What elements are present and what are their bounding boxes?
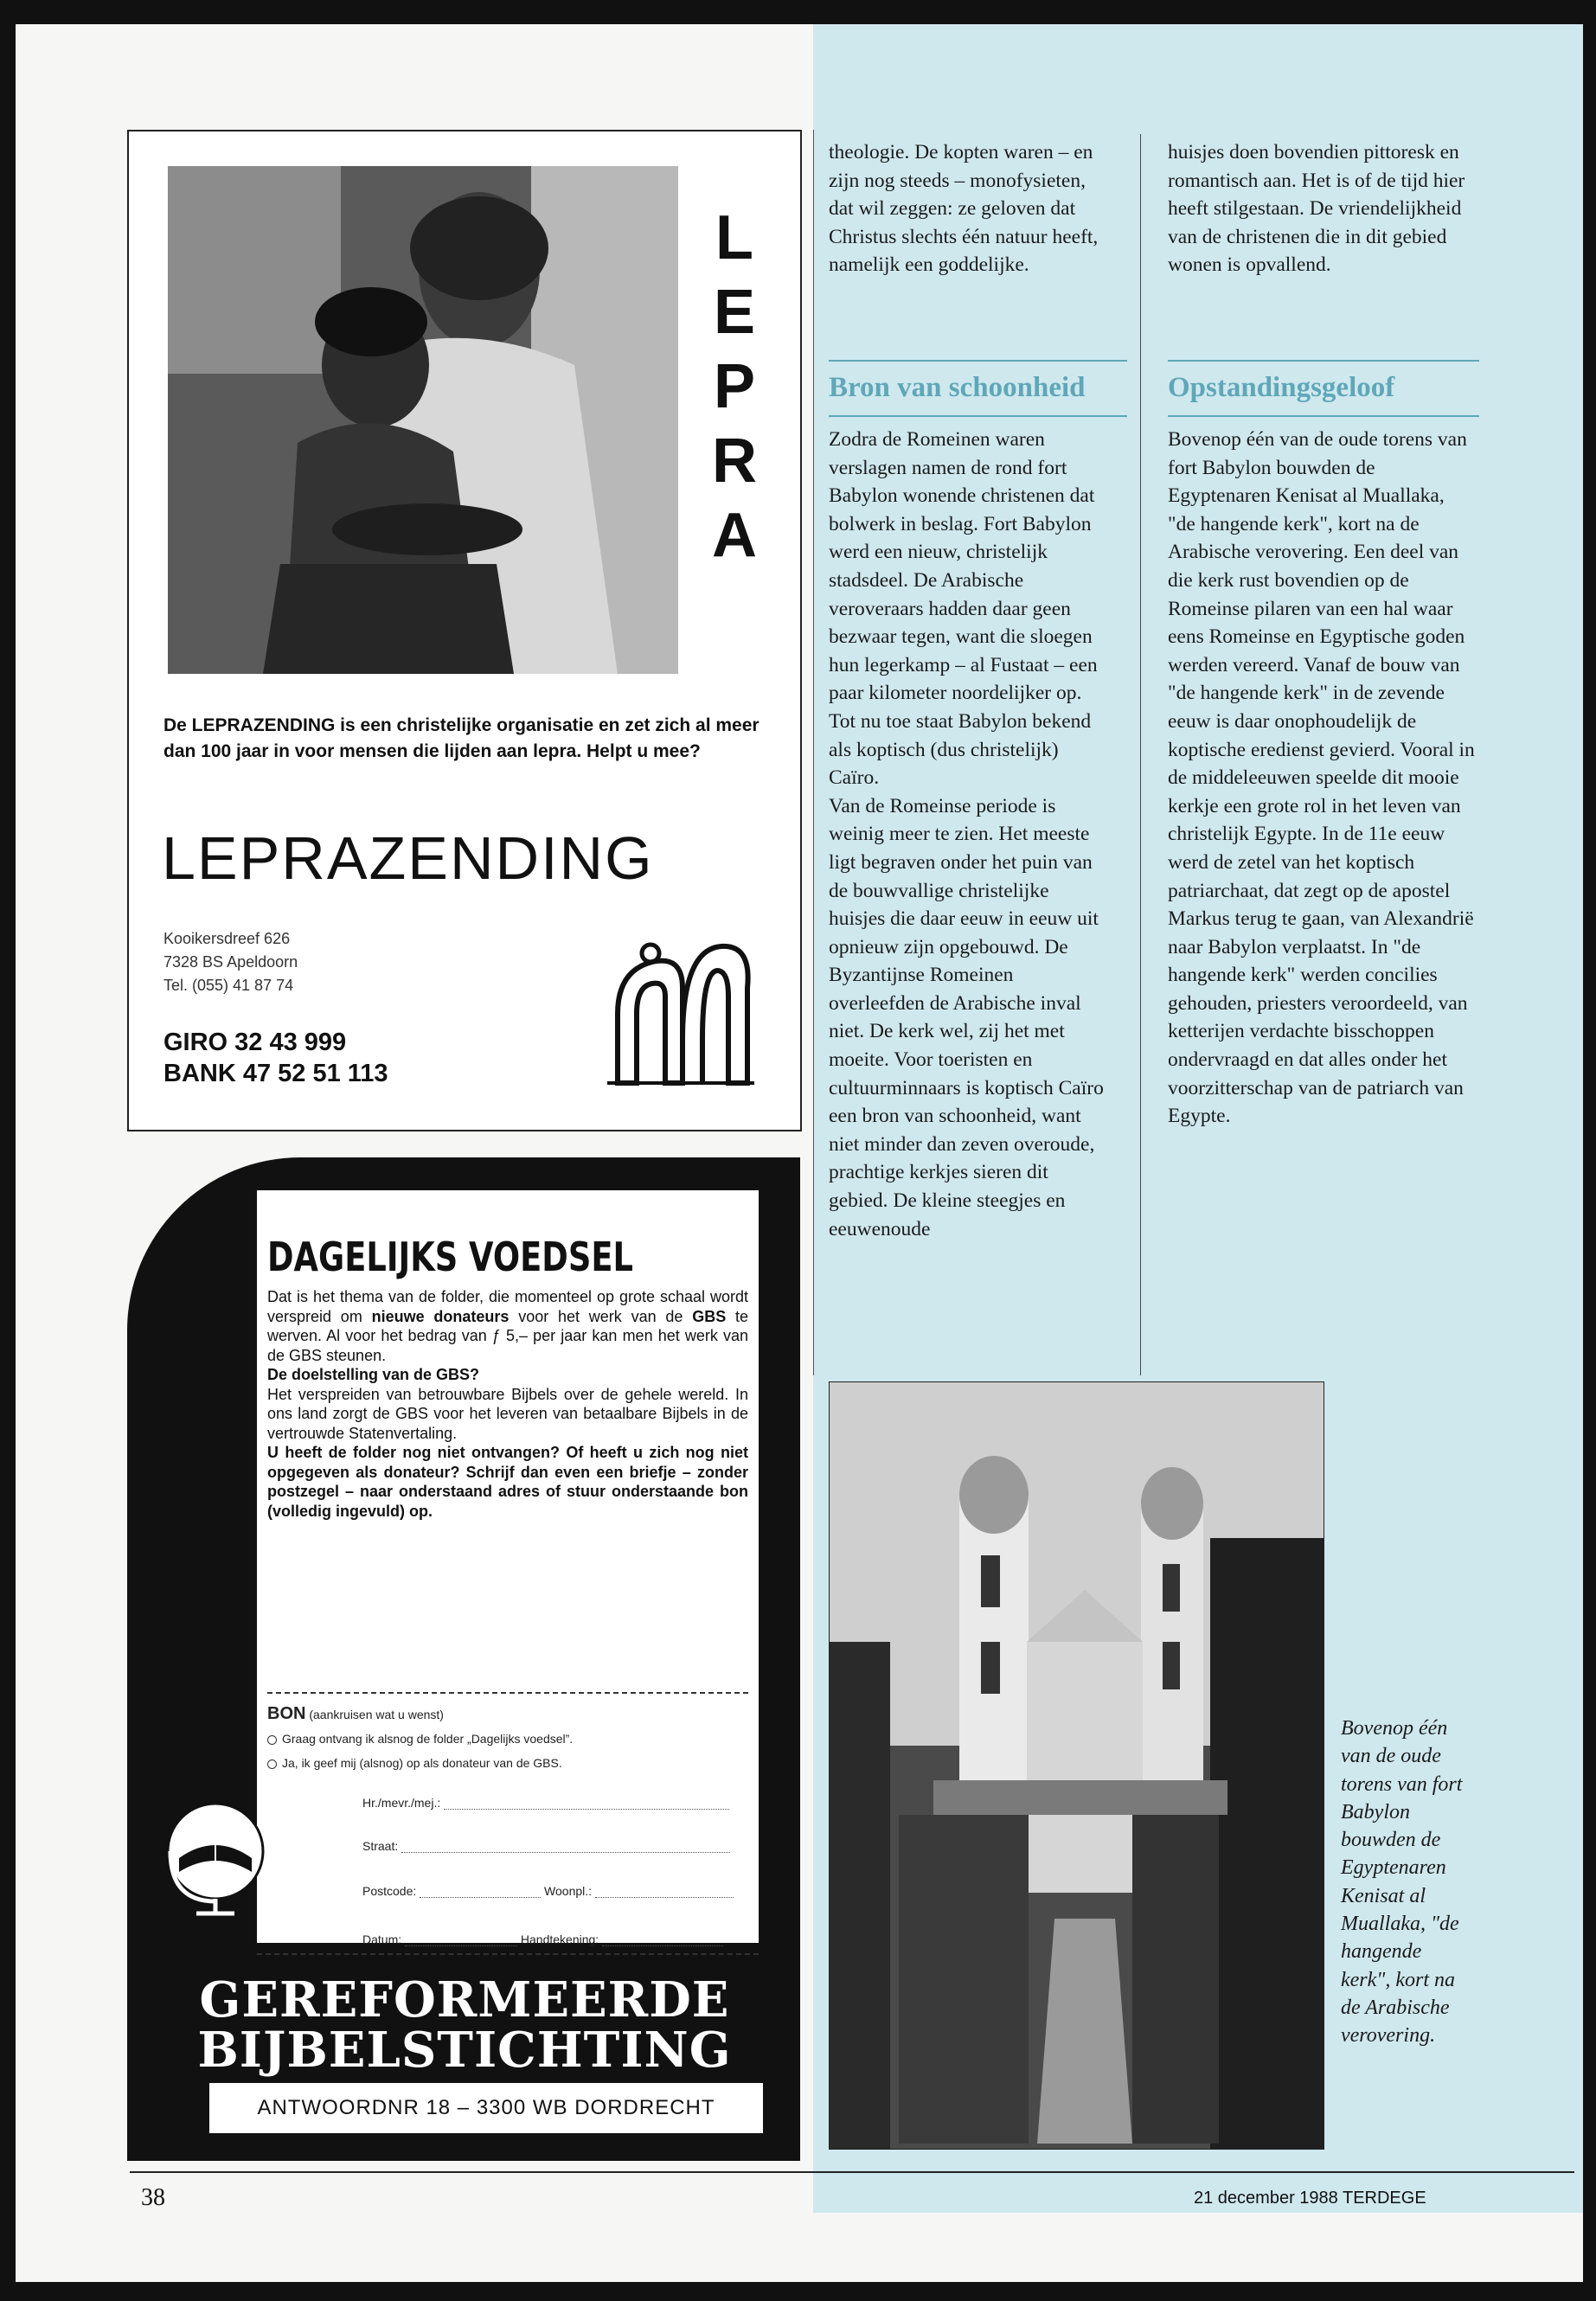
photo-illustration [168, 166, 678, 674]
woman-with-child-photo [168, 166, 678, 674]
letter-p: P [713, 352, 756, 421]
checkbox-circle[interactable] [267, 1759, 277, 1769]
lepra-intro-text: De LEPRAZENDING is een christelijke organisatie en zet zich al meer dan 100 jaar in voor mensen die lijden aan lepra. Helpt u mee? [163, 715, 760, 761]
org-name-line: BIJBELSTICHTING [197, 2022, 732, 2079]
heading-rule [829, 360, 1127, 362]
org-name-line: GEREFORMEERDE [199, 1971, 730, 2029]
field-label: Datum: [362, 1932, 402, 1946]
body-text: te werven. Al voor het bedrag van ƒ 5,– per jaar kan men het werk van de GBS steunen. [267, 1307, 749, 1364]
gbs-advertisement [127, 1157, 800, 2161]
body-text: Het verspreiden van betrouwbare Bijbels over de gehele wereld. In ons land zorgt de GBS voor het leveren van betaalbare Bijbels in de vertrouwde Statenvertaling. [267, 1385, 748, 1442]
church-illustration [830, 1382, 1324, 2150]
scan-border-bottom [0, 2282, 1596, 2301]
letter-l: L [715, 203, 753, 272]
issue-date-footer: 21 december 1988 TERDEGE [1194, 2189, 1426, 2208]
heading-rule [829, 415, 1127, 417]
name-field[interactable] [362, 1796, 729, 1810]
gbs-title: DAGELIJKS VOEDSEL [267, 1234, 633, 1280]
lepra-bank-details [163, 1027, 510, 1089]
coupon-cut-line [267, 1692, 748, 1694]
lepra-organisation-name: LEPRAZENDING [162, 824, 654, 892]
hanging-church-photo [829, 1381, 1324, 2150]
option-label: Graag ontvang ik alsnog de folder „Dagelijks voedsel”. [282, 1732, 574, 1746]
article-col2-top: huisjes doen bovendien pittoresk en romantisch aan. Het is of de tijd hier heeft stilgestaan. De vriendelijkheid van de christenen die in dit gebied wonen is opvallend. [1168, 141, 1465, 277]
scan-border-right [1583, 0, 1596, 2301]
address-line: Kooikersdreef 626 [163, 930, 291, 947]
reply-coupon [267, 1692, 748, 1946]
paragraph: Zodra de Romeinen waren verslagen namen de rond fort Babylon wonende christenen dat bolwerk in beslag. Fort Babylon werd een nieuw, christelijk stadsdeel. De Arabische veroveraars hadden daar geen bezwaar tegen, want die sloegen hun legerkamp – al Fustaat – een paar kilometer noordelijker op. Tot nu toe staat Babylon bekend als koptisch (dus christelijk) Caïro. [829, 428, 1098, 790]
street-field[interactable] [362, 1839, 730, 1853]
question-heading: De doelstelling van de GBS? [267, 1366, 480, 1383]
checkbox-circle[interactable] [267, 1735, 277, 1745]
giro-number: GIRO 32 43 999 [163, 1029, 347, 1056]
option-donateur[interactable] [267, 1756, 562, 1770]
page-number: 38 [141, 2184, 165, 2211]
article-col1-body [829, 426, 1104, 1243]
body-text: Dat is het thema van de folder, die momenteel op grote schaal wordt verspreid om [267, 1288, 748, 1325]
heading-bron-van-schoonheid: Bron van schoonheid [829, 372, 1086, 403]
bon-hint: (aankruisen wat u wenst) [309, 1708, 444, 1721]
paragraph: Van de Romeinse periode is weinig meer te zien. Het meeste ligt begraven onder het puin van de bouwvallige christelijke huisjes die daar eeuw in eeuw uit opnieuw zijn opgebouwd. De Byzantijnse Romeinen overleefden de Arabische inval niet. De kerk wel, zij het met moeite. Voor toeristen en cultuurminnaars is koptisch Caïro een bron van schoonheid, want niet minder dan zeven overoude, prachtige kerkjes sieren dit gebied. De kleine steegjes en eeuwenoude [829, 794, 1104, 1240]
gbs-organisation-name [162, 1971, 767, 2079]
city-input-line[interactable] [595, 1886, 734, 1898]
field-label: Hr./mevr./mej.: [362, 1796, 441, 1810]
globe-bible-icon [162, 1798, 274, 1919]
reply-address: ANTWOORDNR 18 – 3300 WB DORDRECHT [209, 2083, 763, 2133]
gbs-body-text [267, 1287, 748, 1521]
address-line: Tel. (055) 41 87 74 [163, 977, 294, 994]
heading-rule [1168, 360, 1479, 362]
field-label: Handtekening: [520, 1932, 599, 1946]
lepra-vertical-title [700, 201, 769, 573]
option-label: Ja, ik geef mij (alsnog) op als donateur van de GBS. [282, 1756, 562, 1770]
field-label: Postcode: [362, 1884, 417, 1898]
field-label: Woonpl.: [544, 1884, 593, 1898]
bon-label: BON [267, 1704, 306, 1723]
column-rule [813, 130, 814, 1375]
photo-caption: Bovenop één van de oude torens van fort Babylon bouwden de Egyptenaren Kenisat al Muallaka, "de hangende kerk", kort na de Arabische verovering. [1341, 1717, 1463, 2048]
scan-border-left [0, 0, 16, 2301]
date-field[interactable] [362, 1932, 723, 1946]
body-text: voor het werk van de [509, 1307, 693, 1325]
date-input-line[interactable] [405, 1934, 517, 1946]
field-label: Straat: [362, 1839, 399, 1853]
footer-rule [130, 2171, 1574, 2173]
letter-r: R [712, 426, 757, 496]
body-bold: GBS [692, 1307, 727, 1325]
signature-input-line[interactable] [602, 1934, 723, 1946]
article-col1-top: theologie. De kopten waren – en zijn nog steeds – monofysieten, dat wil zeggen: ze geloven dat Christus slechts één natuur heeft, namelijk een goddelijke. [829, 141, 1099, 277]
call-to-action: U heeft de folder nog niet ontvangen? Of heeft u zich nog niet opgegeven als donateur? Schrijf dan even een briefje – zonder postzegel – naar onderstaand adres of stuur onderstaande bon (volledig ingevuld) op. [267, 1444, 748, 1520]
address-line: 7328 BS Apeldoorn [163, 953, 298, 971]
column-rule [1140, 134, 1141, 1375]
name-input-line[interactable] [444, 1798, 729, 1810]
postcode-input-line[interactable] [420, 1886, 541, 1898]
coupon-cut-line [257, 1953, 759, 1955]
option-folder[interactable] [267, 1732, 573, 1746]
article-col2-body: Bovenop één van de oude torens van fort Babylon bouwden de Egyptenaren Kenisat al Muallaka, "de hangende kerk", kort na de Arabische verovering. Een deel van die kerk rust bovendien op de Romeinse pilaren van een hal waar eens Romeinse en Egyptische goden werden vereerd. Vanaf de bouw van "de hangende kerk" in de zevende eeuw is daar onophoudelijk de koptische eredienst gevierd. Vooral in de middeleeuwen speelde dit mooie kerkje een grote rol in het leven van christelijk Egypte. In de 11e eeuw werd de zetel van het koptisch patriarchaat, dat zegt op de apostel Markus terug te gaan, van Alexandrië naar Babylon verplaatst. In "de hangende kerk" werden concilies gehouden, priesters veroordeeld, van ketterijen verdachte bisschoppen ondervraagd en dat alles onder het voorzitterschap van de patriarch van Egypte. [1168, 428, 1475, 1128]
letter-e: E [713, 278, 756, 347]
heading-opstandingsgeloof: Opstandingsgeloof [1168, 372, 1395, 403]
street-input-line[interactable] [401, 1841, 730, 1853]
body-bold: nieuwe donateurs [371, 1307, 510, 1325]
letter-a: A [712, 501, 757, 570]
lepra-advertisement [127, 130, 802, 1131]
postcode-field[interactable] [362, 1884, 734, 1898]
gbs-inner-panel [257, 1190, 759, 1946]
lepra-logo-icon [600, 936, 756, 1087]
bank-number: BANK 47 52 51 113 [163, 1060, 388, 1087]
heading-rule [1168, 415, 1479, 417]
lepra-address [163, 927, 510, 997]
scan-border-top [0, 0, 1596, 24]
